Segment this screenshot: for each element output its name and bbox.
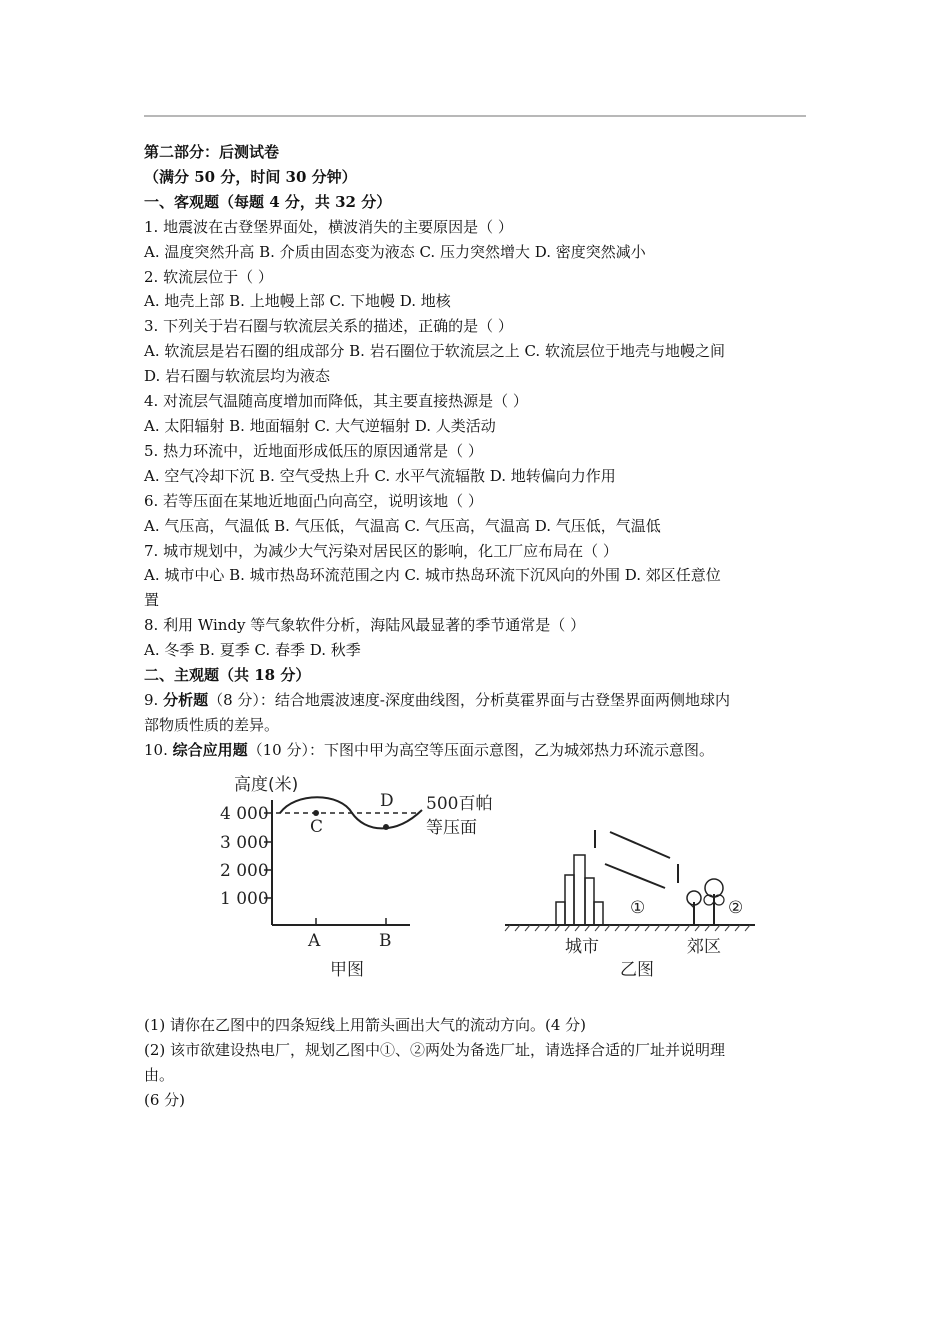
yi-marker-2: ② bbox=[728, 898, 744, 918]
question-stem: 1. 地震波在古登堡界面处，横波消失的主要原因是（ ） bbox=[144, 217, 513, 236]
jia-ylabel: 高度(米) bbox=[234, 775, 299, 795]
jia-ytick-label: 1 000 bbox=[220, 889, 269, 909]
part-title: 第二部分：后测试卷 bbox=[144, 143, 280, 161]
question-10 bbox=[144, 738, 808, 763]
q9-points: （8 分）： bbox=[208, 690, 275, 709]
yi-tree-icon bbox=[687, 891, 701, 925]
score-note: （满分 50 分，时间 30 分钟） bbox=[144, 167, 357, 186]
exam-body bbox=[144, 140, 808, 763]
question-options: A. 温度突然升高 B. 介质由固态变为液态 C. 压力突然增大 D. 密度突然减小 bbox=[144, 242, 646, 261]
question-stem: 8. 利用 Windy 等气象软件分析，海陆风最显著的季节通常是（ ） bbox=[144, 616, 586, 635]
yi-tree-icon bbox=[704, 879, 724, 925]
figure-jia-yi bbox=[200, 770, 800, 990]
question-stem: 3. 下列关于岩石圈与软流层关系的描述，正确的是（ ） bbox=[144, 317, 513, 336]
question-stem: 5. 热力环流中，近地面形成低压的原因通常是（ ） bbox=[144, 441, 483, 460]
jia-ytick-label: 3 000 bbox=[220, 833, 269, 853]
jia-isobar-label: 500百帕 bbox=[426, 794, 493, 814]
jia-xtick-b: B bbox=[379, 931, 392, 951]
header-rule bbox=[144, 115, 806, 117]
question-options: A. 空气冷却下沉 B. 空气受热上升 C. 水平气流辐散 D. 地转偏向力作用 bbox=[144, 466, 616, 485]
question-options: D. 岩石圈与软流层均为液态 bbox=[144, 367, 331, 386]
section1-title: 一、客观题（每题 4 分，共 32 分） bbox=[144, 192, 392, 211]
q9-label: 分析题 bbox=[163, 690, 209, 709]
figure-svg bbox=[200, 770, 800, 990]
question-stem: 6. 若等压面在某地近地面凸向高空，说明该地（ ） bbox=[144, 491, 483, 510]
q10-points: （10 分）： bbox=[247, 740, 324, 759]
q10-label: 综合应用题 bbox=[172, 740, 248, 759]
question-stem: 2. 软流层位于（ ） bbox=[144, 267, 273, 286]
question-options: A. 气压高，气温低 B. 气压低，气温高 C. 气压高，气温高 D. 气压低，气温低 bbox=[144, 516, 661, 535]
subquestion-2-points: (6 分) bbox=[144, 1090, 186, 1109]
question-options: A. 软流层是岩石圈的组成部分 B. 岩石圈位于软流层之上 C. 软流层位于地壳与地幔之间 bbox=[144, 342, 725, 361]
question-options: A. 太阳辐射 B. 地面辐射 C. 大气逆辐射 D. 人类活动 bbox=[144, 416, 496, 435]
jia-point-d-label: D bbox=[380, 791, 394, 811]
yi-marker-1: ① bbox=[630, 898, 646, 918]
yi-caption: 乙图 bbox=[620, 960, 654, 980]
question-options: 置 bbox=[144, 591, 160, 610]
q9-num: 9. bbox=[144, 690, 164, 709]
yi-city-buildings bbox=[556, 855, 603, 925]
q10-subquestions bbox=[144, 1013, 808, 1113]
q10-num: 10. bbox=[144, 740, 173, 759]
subquestion-1: (1) 请你在乙图中的四条短线上用箭头画出大气的流动方向。(4 分) bbox=[144, 1016, 587, 1034]
jia-caption: 甲图 bbox=[330, 960, 364, 980]
jia-ytick-label: 2 000 bbox=[220, 861, 269, 881]
jia-point-c-dot bbox=[313, 810, 319, 816]
jia-xtick-a: A bbox=[308, 931, 321, 951]
question-stem: 7. 城市规划中，为减少大气污染对居民区的影响，化工厂应布局在（ ） bbox=[144, 541, 618, 560]
yi-suburb-label: 郊区 bbox=[687, 937, 721, 957]
question-options: A. 地壳上部 B. 上地幔上部 C. 下地幔 D. 地核 bbox=[144, 292, 451, 311]
yi-airflow-line-top bbox=[610, 832, 670, 858]
subquestion-2-cont: 由。 bbox=[144, 1065, 175, 1084]
jia-point-c-label: C bbox=[310, 817, 324, 837]
yi-airflow-line-bottom bbox=[605, 864, 665, 888]
jia-isobar-curve bbox=[280, 797, 422, 828]
q10-text: 下图中甲为高空等压面示意图，乙为城郊热力环流示意图。 bbox=[324, 740, 715, 759]
yi-city-label: 城市 bbox=[565, 937, 599, 957]
question-stem: 4. 对流层气温随高度增加而降低，其主要直接热源是（ ） bbox=[144, 392, 528, 411]
section2-title: 二、主观题（共 18 分） bbox=[144, 666, 311, 685]
question-options: A. 冬季 B. 夏季 C. 春季 D. 秋季 bbox=[144, 641, 361, 660]
question-options: A. 城市中心 B. 城市热岛环流范围之内 C. 城市热岛环流下沉风向的外围 D. 郊区任意位 bbox=[144, 566, 721, 585]
q9-text: 结合地震波速度-深度曲线图，分析莫霍界面与古登堡界面两侧地球内 bbox=[274, 690, 730, 709]
question-9 bbox=[144, 688, 808, 713]
jia-isobar-label: 等压面 bbox=[426, 818, 477, 838]
jia-point-d-dot bbox=[383, 824, 389, 830]
subquestion-2: (2) 该市欲建设热电厂，规划乙图中①、②两处为备选厂址，请选择合适的厂址并说明理 bbox=[144, 1040, 726, 1059]
jia-ytick-label: 4 000 bbox=[220, 804, 269, 824]
q9-text-cont: 部物质性质的差异。 bbox=[144, 715, 280, 734]
